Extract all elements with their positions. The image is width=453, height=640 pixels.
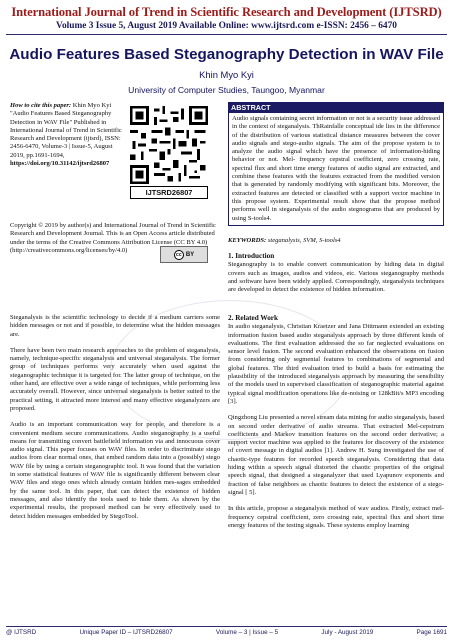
- footer-paper-id: Unique Paper ID – IJTSRD26807: [79, 629, 173, 636]
- intro-section: [228, 252, 444, 294]
- header-rule: [6, 34, 447, 35]
- intro-paragraph: Steganography is to enable convert communication by hiding data in digital covers such as images, audios and videos, etc. Various steganography methods and software have been widely applied. Correspondingly, steganalysis techniques are developed to detect the existence of hidden information.: [228, 261, 444, 294]
- cc-icon: cc: [174, 250, 184, 260]
- cc-badge-label: BY: [185, 251, 195, 258]
- copyright-text: Copyright © 2019 by author(s) and International Journal of Trend in Scientific Research and Development Journal. This is an Open Access article distributed under the terms of the Creative Commons Attribution License (CC BY 4.0) (http://creativecommons.org/licenses/by/4.0): [10, 222, 216, 254]
- journal-title: International Journal of Trend in Scientific Research and Development (IJTSRD): [11, 5, 442, 19]
- abstract-text: Audio signals containing secret information or not is a security issue addressed in the context of steganalysis. ThRainfalle conceptual ide lies in the difference of the distribution of various statistical distance measures between the cover audio signals and stego-audio signals. The aim of the propose system is to analyze the audio signal which have the presence of information-hiding behavior or not. Mel- frequency cepstral coefficient, zero crossing rate, spectral flux and short time energy features of audio signal are extracted, and combine these features with the features extracted from the modified version that is generated by randomly modifying with significant bits. Moreover, the extracted features are detected or classified with a support vector machine in this propose system. Experimental result show that the propose method performs well in steganalysis of the audio stegnograms that are produced by using S-tools4.: [228, 112, 444, 226]
- footer-journal: @ IJTSRD: [6, 629, 37, 636]
- paper-title: Audio Features Based Steganography Detection in WAV File: [9, 46, 444, 63]
- related-paragraph: In audio steganalysis, Christian Kraetzer and Jana Dittmann extended an existing information fusion based audio steganalysis approach by three different kinds of evaluations. The first evaluation addressed the so far neglected evaluations on sensor level fusion. The second evaluation enhanced the observations on fusion from considering only segmental features to combinations of segmental and global features. The third evaluation tried to build a basis for estimating the plausibility of the introduced steganalysis approach by measuring the sensibility of the models used in supervised classification of steganographic material against typical signal modification operations like de-noising or 128kBit/s MP3 encoding [3].: [228, 323, 444, 405]
- body-paragraph: Steganalysis is the scientific technology to decide if a medium carriers some hidden messages or not and if possible, to determine what the hidden messages are.: [10, 314, 220, 338]
- citation-doi-link[interactable]: https://doi.org/10.31142/ijtsrd26807: [10, 160, 110, 168]
- keywords-line: [228, 237, 444, 244]
- author: Khin Myo Kyi: [199, 69, 254, 80]
- keywords-value: steganalysis, SVM, S-tools4: [266, 237, 341, 244]
- citation-text: Khin Myo Kyi "Audio Features Based Steganography Detection in WAV File" Published in International Journal of Trend in Scientific Research and Development (ijtsrd), ISSN: 2456-6470, Volume-3 | Issue-5, August 2019, pp.1691-1694,: [10, 102, 122, 159]
- body-paragraph: There have been two main research approaches to the problem of steganalysis, namely, technique-specific steganalysis and universal steganalysis. The former group of techniques performs very accurately when used against the steganographic technique it is targeted for. The latter group of technique, on the other hand, are effective over a wide range of techniques, while performing less accurately overall. However, since universal steganalysis is better suited to the practical setting, it attracted more interest and many effective steganalyzers are proposed.: [10, 346, 220, 412]
- journal-subtitle: Volume 3 Issue 5, August 2019 Available Online: www.ijtsrd.com e-ISSN: 2456 – 6470: [56, 21, 397, 31]
- body-paragraph: Audio is an important communication way for people, and therefore is a convenient medium secure communications. Audio steganography is a useful means for transmitting convert battlefield information via and innocuous cover audio signal. This paper focuses on WAV files. In order to discriminate stego audios from clear normal ones, that embed random data into a (possibly) stego WAV file by using a certain steganographic tool. It was found that the variation in some statistical features of WAV file is significantly different between clear WAV files and stego ones which already contain hidden mes-sages embedded by the same tool. In this paper, that can detect the existence of hidden messages, and also identify the tools used to hide them. As shown by the experimental results, the proposed method can be very effectively used to detect hidden messages embedded by StegoTool.: [10, 421, 220, 520]
- footer-volume: Volume – 3 | Issue – 5: [215, 629, 279, 636]
- related-work-section: [228, 314, 444, 530]
- citation-block: [10, 102, 125, 168]
- page-footer: [6, 629, 447, 636]
- affiliation: University of Computer Studies, Taungoo, Myanmar: [128, 85, 325, 95]
- related-paragraph: Qingzhong Liu presented a novel stream data mining for audio steganalysis, based on second order derivative of audio streams. That extracted Mel-cepstrum coefficients and Markov transition features on the second order derivative; a support vector machine was applied to the features for discovery of the existence of covert message in digital audios [1]. Andrew H. Sung investigated the use of chaotic-type features for recorded speech steganalysis. Considering that data hiding within a speech signal distorted the chaotic properties of the original speech signal, that designed a steganalyzer that used Lyapunov exponents and fraction of false neighbors as chaotic features to detect the existence of a stego-signal [ 5].: [228, 414, 444, 496]
- footer-date: July - August 2019: [321, 629, 374, 636]
- footer-rule: [6, 626, 447, 627]
- footer-page: Page 1691: [416, 629, 447, 636]
- cc-license-badge[interactable]: [160, 246, 208, 263]
- section-heading-related-work: 2. Related Work: [228, 314, 278, 322]
- abstract-heading: ABSTRACT: [228, 102, 444, 113]
- related-paragraph: In this article, propose a steganalysis method of wav audios. Firstly, extract mel-frequency cepstral coefficient, zero crossing rate, spectral flux and short time energy features of the testing signals. These systems employ learning: [228, 505, 444, 529]
- keywords-label: KEYWORDS:: [228, 237, 267, 244]
- left-column-body: [10, 314, 220, 521]
- section-heading-introduction: 1. Introduction: [228, 252, 275, 260]
- paper-id-label: IJTSRD26807: [130, 186, 208, 199]
- qr-code-icon: [130, 106, 208, 184]
- citation-lead: How to cite this paper:: [10, 102, 72, 109]
